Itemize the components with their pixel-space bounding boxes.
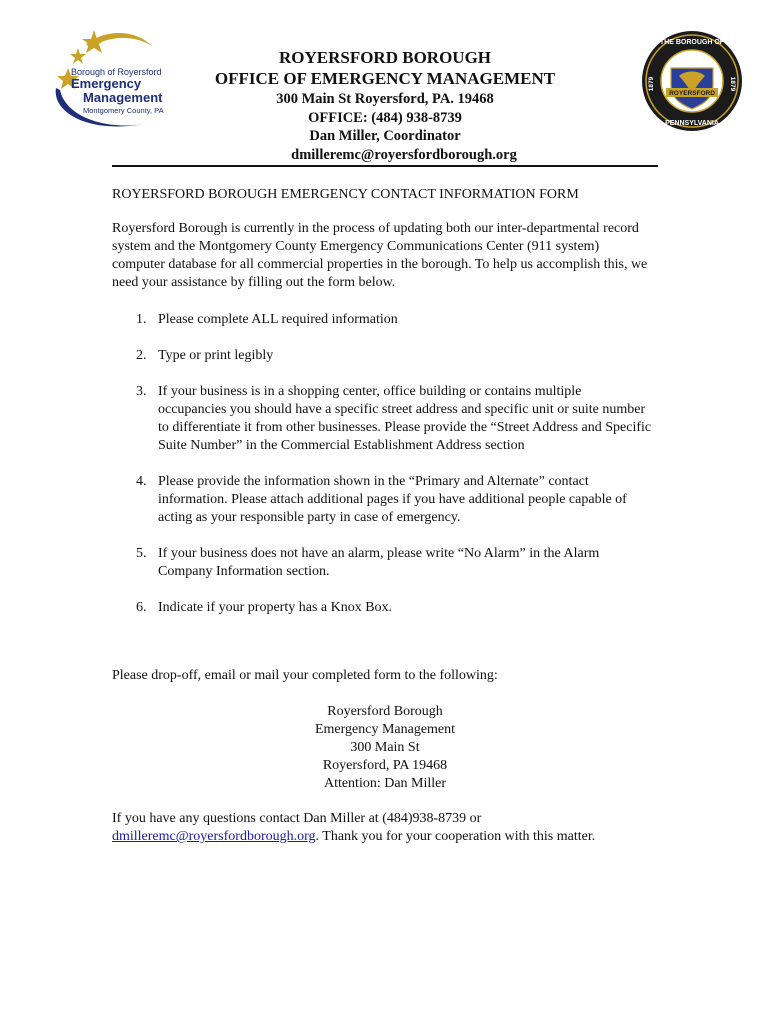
header-title-line1: ROYERSFORD BOROUGH <box>278 48 492 67</box>
list-item-number: 3. <box>136 384 147 399</box>
borough-seal-icon <box>641 30 743 132</box>
seal-top-text: THE BOROUGH OF <box>659 39 725 46</box>
seal-year-right: 1879 <box>729 76 736 92</box>
logo-text-line2: Emergency <box>71 76 142 91</box>
emergency-management-logo <box>48 26 166 132</box>
list-item <box>112 347 652 365</box>
mailing-address-line2: Emergency Management <box>314 722 456 737</box>
mailing-address-line3: 300 Main St <box>350 740 420 755</box>
header-address: 300 Main St Royersford, PA. 19468 <box>276 91 494 107</box>
intro-paragraph <box>112 220 652 292</box>
list-item <box>112 599 652 617</box>
seal-bottom-text: PENNSYLVANIA <box>665 120 719 127</box>
list-item-text: If your business is in a shopping center, office building or contains multiple occupancies you should have a specific street address and specific unit or suite number to differentiate it from other businesses. Please provide the “Street Address and Specific Suite Number” in the Commercial Establishment Address section <box>158 384 652 453</box>
list-item-text: Indicate if your property has a Knox Box. <box>158 600 393 615</box>
header-coordinator: Dan Miller, Coordinator <box>309 128 461 144</box>
list-item-number: 4. <box>136 474 147 489</box>
borough-seal <box>641 30 743 132</box>
contact-prefix: If you have any questions contact Dan Miller at (484)938-8739 or <box>112 811 482 826</box>
seal-year-left: 1879 <box>648 76 655 92</box>
list-item-text: Please complete ALL required information <box>158 312 398 327</box>
mailing-address-line1: Royersford Borough <box>327 704 443 719</box>
contact-email-link[interactable]: dmilleremc@royersfordborough.org <box>112 829 316 844</box>
list-item-number: 1. <box>136 312 147 327</box>
list-item-text: Please provide the information shown in the “Primary and Alternate” contact information. Please attach additional pages if you have additional people capable of acting as your responsible party in case of emergency. <box>158 474 627 525</box>
list-item <box>112 473 652 527</box>
contact-suffix: . Thank you for your cooperation with this matter. <box>315 829 596 844</box>
list-item <box>112 311 652 329</box>
contact-paragraph <box>112 810 672 846</box>
mailing-address-line4: Royersford, PA 19468 <box>322 758 448 773</box>
mailing-address-line5: Attention: Dan Miller <box>323 776 447 791</box>
list-item-number: 6. <box>136 600 147 615</box>
list-item-text: If your business does not have an alarm, please write “No Alarm” in the Alarm Company Information section. <box>158 546 600 579</box>
seal-banner-text: ROYERSFORD <box>669 90 715 97</box>
header-email: dmilleremc@royersfordborough.org <box>291 147 517 163</box>
logo-text-line3: Management <box>83 90 163 105</box>
logo-text-line4: Montgomery County, PA <box>83 106 164 115</box>
list-item <box>112 545 652 581</box>
form-title: ROYERSFORD BOROUGH EMERGENCY CONTACT INFORMATION FORM <box>112 187 579 202</box>
list-item <box>112 383 652 455</box>
mailing-address <box>235 703 535 793</box>
instructions-list <box>112 311 652 617</box>
header-office-phone: OFFICE: (484) 938-8739 <box>308 110 462 126</box>
list-item-number: 5. <box>136 546 147 561</box>
header-title-line2: OFFICE OF EMERGENCY MANAGEMENT <box>214 69 556 88</box>
dropoff-instructions: Please drop-off, email or mail your completed form to the following: <box>112 668 498 683</box>
list-item-text: Type or print legibly <box>158 348 274 363</box>
list-item-number: 2. <box>136 348 147 363</box>
intro-text: Royersford Borough is currently in the process of updating both our inter-departmental record system and the Montgomery County Emergency Communications Center (911 system) computer database for all commercial properties in the borough. To help us accomplish this, we need your assistance by filling out the form below. <box>112 221 648 290</box>
header-divider <box>112 165 658 167</box>
logo-text-line1: Borough of Royersford <box>71 67 162 77</box>
